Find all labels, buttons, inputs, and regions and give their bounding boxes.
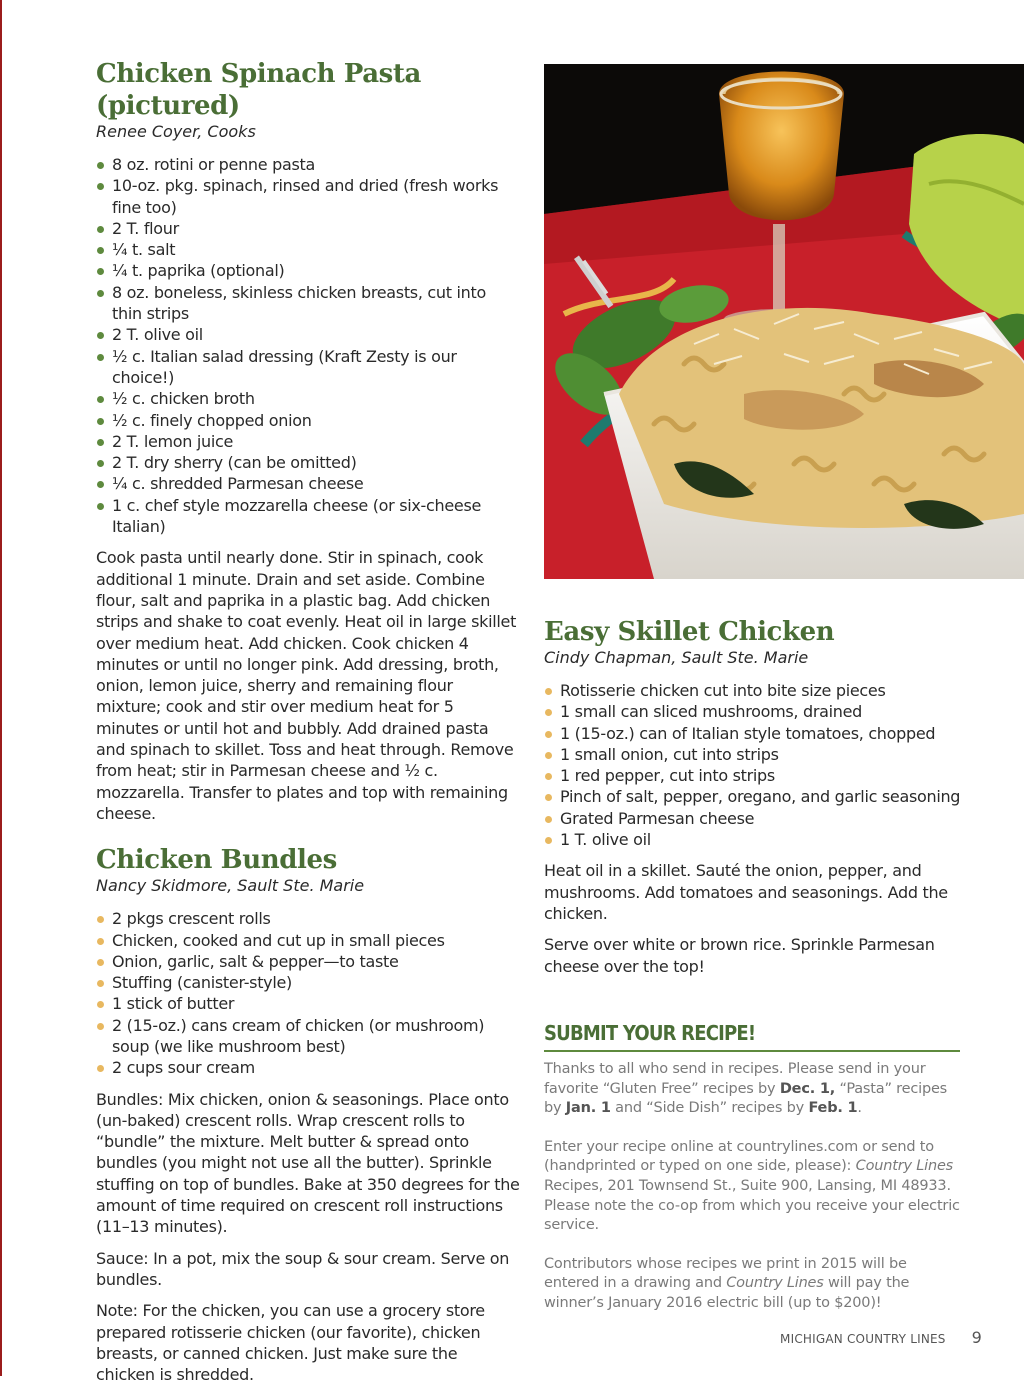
ingredient-item: 2 T. lemon juice bbox=[96, 431, 520, 452]
submit-thanks-end: . bbox=[857, 1100, 862, 1117]
magazine-name: Country Lines bbox=[855, 1158, 954, 1175]
ingredient-list bbox=[96, 908, 520, 1078]
ingredient-list bbox=[544, 680, 964, 850]
page-footer bbox=[780, 1328, 982, 1347]
recipe-directions-sauce: Sauce: In a pot, mix the soup & sour cream. Serve on bundles. bbox=[96, 1248, 510, 1289]
ingredient-item: 2 (15-oz.) cans cream of chicken (or mushroom) soup (we like mushroom best) bbox=[96, 1015, 520, 1058]
recipe-chicken-spinach-pasta bbox=[96, 58, 520, 824]
ingredient-item: 2 cups sour cream bbox=[96, 1057, 520, 1078]
ingredient-item: 2 T. dry sherry (can be omitted) bbox=[96, 452, 520, 473]
recipe-title: Chicken Spinach Pasta (pictured) bbox=[96, 59, 421, 121]
submit-recipe-box bbox=[544, 1020, 960, 1333]
submit-thanks-mid2: and “Side Dish” recipes by bbox=[610, 1100, 809, 1117]
recipe-note: Note: For the chicken, you can use a grocery store prepared rotisserie chicken (our favorite), chicken breasts, or canned chicken. Just make sure the chicken is shredded. bbox=[96, 1301, 485, 1385]
page-number: 9 bbox=[971, 1328, 982, 1347]
ingredient-item: 1 (15-oz.) can of Italian style tomatoes, chopped bbox=[544, 723, 964, 744]
submit-contest-intro: Contributors whose recipes we print in 2015 will be entered in a drawing and bbox=[544, 1255, 907, 1292]
right-column bbox=[544, 616, 964, 987]
left-column bbox=[96, 58, 520, 1395]
ingredient-item: 2 T. olive oil bbox=[96, 324, 520, 345]
submit-thanks-intro: Thanks to all who send in recipes. Please send in your favorite “Gluten Free” recipes by bbox=[544, 1061, 926, 1097]
recipe-byline: Nancy Skidmore, Sault Ste. Marie bbox=[96, 876, 365, 896]
magazine-name: Country Lines bbox=[726, 1275, 824, 1292]
recipe-directions: Cook pasta until nearly done. Stir in spinach, cook additional 1 minute. Drain and set aside. Combine flour, salt and paprika in a plastic bag. Add chicken strips and shake to coat evenly. Heat oil in large skillet over medium heat. Add chicken. Cook chicken 4 minutes or until no longer pink. Add dressing, broth, onion, lemon juice, sherry and remaining flour mixture; cook and stir over medium heat for 5 minutes or until hot and bubbly. Add drained pasta and spinach to skillet. Toss and heat through. Remove from heat; stir in Parmesan cheese and ½ c. mozzarella. Transfer to plates and top with remaining cheese. bbox=[96, 548, 517, 823]
ingredient-item: Chicken, cooked and cut up in small pieces bbox=[96, 930, 520, 951]
ingredient-item: Pinch of salt, pepper, oregano, and garlic seasoning bbox=[544, 786, 964, 807]
ingredient-item: 1 small onion, cut into strips bbox=[544, 744, 964, 765]
submit-contest-rest: will pay the winner’s January 2016 electric bill (up to $200)! bbox=[544, 1275, 910, 1311]
recipe-directions: Heat oil in a skillet. Sauté the onion, pepper, and mushrooms. Add tomatoes and seasonings. Add the chicken. bbox=[544, 861, 948, 923]
recipe-title: Chicken Bundles bbox=[96, 845, 337, 876]
ingredient-list bbox=[96, 154, 520, 537]
recipe-byline: Cindy Chapman, Sault Ste. Marie bbox=[544, 648, 809, 667]
recipe-serving-note: Serve over white or brown rice. Sprinkle Parmesan cheese over the top! bbox=[544, 935, 935, 976]
ingredient-item: ¼ t. salt bbox=[96, 239, 520, 260]
ingredient-item: 8 oz. boneless, skinless chicken breasts, cut into thin strips bbox=[96, 282, 520, 325]
deadline-gluten-free: Dec. 1, bbox=[779, 1080, 836, 1097]
submit-address-rest: Recipes, 201 Townsend St., Suite 900, Lansing, MI 48933. Please note the co-op from which you receive your electric service. bbox=[544, 1177, 960, 1234]
ingredient-item: ¼ t. paprika (optional) bbox=[96, 260, 520, 281]
submit-address-intro: Enter your recipe online at countrylines.com or send to (handprinted or typed on one side, please): bbox=[544, 1138, 934, 1175]
deadline-pasta: Jan. 1 bbox=[565, 1100, 611, 1117]
ingredient-item: Rotisserie chicken cut into bite size pieces bbox=[544, 680, 964, 701]
ingredient-item: 8 oz. rotini or penne pasta bbox=[96, 154, 520, 175]
pasta-dish-photo bbox=[544, 64, 1024, 579]
ingredient-item: Grated Parmesan cheese bbox=[544, 808, 964, 829]
deadline-side-dish: Feb. 1 bbox=[808, 1100, 858, 1117]
recipe-directions-bundles: Bundles: Mix chicken, onion & seasonings. Place onto (un-baked) crescent rolls. Wrap crescent rolls to “bundle” the mixture. Melt butter & spread onto bundles (you might not use all the butter). Sprinkle stuffing on top of bundles. Bake at 350 degrees for the amount of time required on crescent roll instructions (11–13 minutes). bbox=[96, 1089, 520, 1237]
publication-name: MICHIGAN COUNTRY LINES bbox=[780, 1332, 946, 1346]
ingredient-item: 10-oz. pkg. spinach, rinsed and dried (fresh works fine too) bbox=[96, 175, 520, 218]
ingredient-item: 2 T. flour bbox=[96, 218, 520, 239]
submit-thanks-text bbox=[544, 1060, 960, 1119]
ingredient-item: 1 small can sliced mushrooms, drained bbox=[544, 701, 964, 722]
ingredient-item: Stuffing (canister-style) bbox=[96, 972, 520, 993]
ingredient-item: 1 c. chef style mozzarella cheese (or six-cheese Italian) bbox=[96, 495, 520, 538]
ingredient-item: 1 T. olive oil bbox=[544, 829, 964, 850]
ingredient-item: ¼ c. shredded Parmesan cheese bbox=[96, 473, 520, 494]
ingredient-item: ½ c. finely chopped onion bbox=[96, 410, 520, 431]
ingredient-item: 2 pkgs crescent rolls bbox=[96, 908, 520, 929]
submit-contest-text bbox=[544, 1255, 960, 1314]
pasta-dish-illustration bbox=[544, 64, 1024, 579]
ingredient-item: ½ c. Italian salad dressing (Kraft Zesty is our choice!) bbox=[96, 346, 520, 389]
recipe-easy-skillet-chicken bbox=[544, 616, 964, 977]
submit-address-text bbox=[544, 1138, 960, 1236]
ingredient-item: ½ c. chicken broth bbox=[96, 388, 520, 409]
recipe-title: Easy Skillet Chicken bbox=[544, 617, 835, 647]
ingredient-item: 1 red pepper, cut into strips bbox=[544, 765, 964, 786]
ingredient-item: Onion, garlic, salt & pepper—to taste bbox=[96, 951, 520, 972]
recipe-byline: Renee Coyer, Cooks bbox=[96, 122, 256, 141]
submit-title: SUBMIT YOUR RECIPE! bbox=[544, 1020, 960, 1052]
submit-thanks-mid1: “Pasta” recipes by bbox=[544, 1080, 948, 1117]
recipe-chicken-bundles bbox=[96, 844, 520, 1385]
page-edge-line bbox=[0, 0, 2, 1376]
ingredient-item: 1 stick of butter bbox=[96, 993, 520, 1014]
